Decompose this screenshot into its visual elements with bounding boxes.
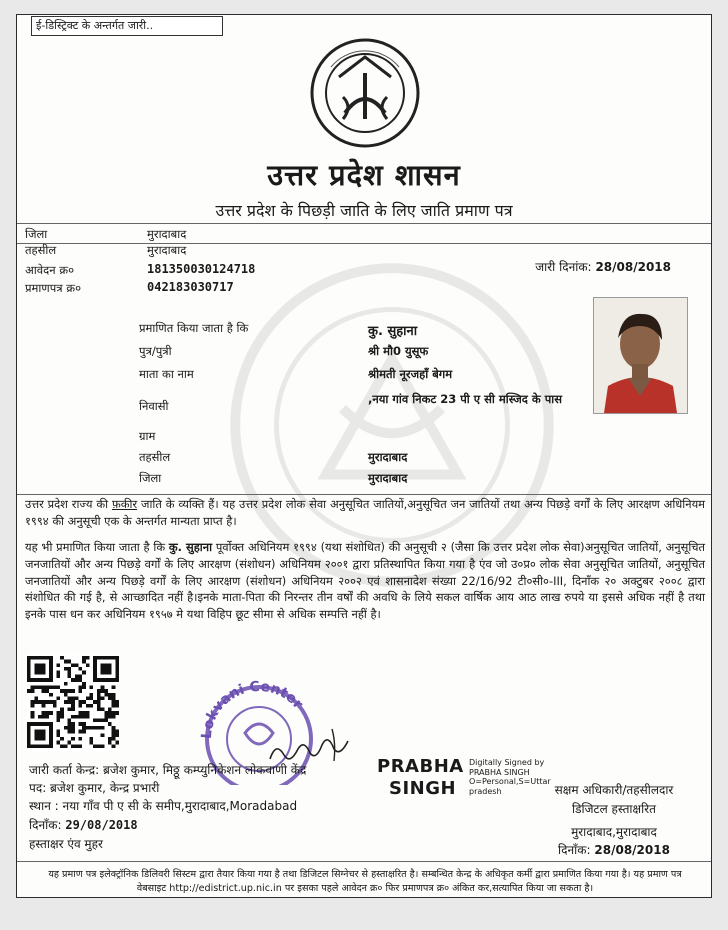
application-label: आवेदन क्र० — [25, 263, 75, 277]
caste-paragraph: उत्तर प्रदेश राज्य की फ़कीर जाति के व्यक्ति हैं। यह उत्तर प्रदेश लोक सेवा अनुसूचित जातियों,अनुसूचित जन जातियों तथा अन्य पिछड़े वर्गों के लिए आरक्षण अधिनियम १९९४ की अनुसूची एक के अन्तर्गत मान्यता प्राप्त है। — [25, 497, 705, 528]
person-photo-icon — [594, 298, 687, 413]
signature-seal-label: हस्ताक्षर एंव मुहर — [29, 837, 103, 851]
up-govt-emblem-icon — [309, 37, 421, 149]
detail-row: माता का नाम श्रीमती नूरजहाँ बेगम — [139, 367, 453, 381]
certificate-subtitle: उत्तर प्रदेश के पिछड़ी जाति के लिए जाति प्रमाण पत्र — [215, 201, 513, 220]
digital-signature: PRABHA SINGH Digitally Signed by PRABHA SINGH O=Personal,S=Uttar pradesh — [377, 756, 464, 800]
issuer-date: दिनाँक: 29/08/2018 — [29, 818, 138, 832]
row-divider — [17, 243, 711, 244]
page-title: उत्तर प्रदेश शासन — [267, 158, 461, 192]
tehsil-label: तहसील — [25, 243, 57, 257]
issuer-designation: पद: ब्रजेश कुमार, केन्द्र प्रभारी — [29, 781, 160, 795]
footer-divider — [17, 861, 711, 862]
verification-note: यह प्रमाण पत्र इलेक्ट्रॉनिक डिलिवरी सिस्टम द्वारा तैयार किया गया है तथा डिजिटल सिग्नेचर से हस्ताक्षरित है। सम्बन्धित केन्द्र के अधिकृत कर्मी द्वारा प्रमाणित किया गया है। यह प्रमाण पत्र वेबसाइट http://edistrict.up.nic.in पर इसका पहले आवेदन क्र० फिर प्रमाणपत्र क्र० अंकित कर,सत्यापित किया जा सकता है। — [48, 869, 682, 894]
issuer-center: जारी कर्ता केन्द्र: ब्रजेश कुमार, मिठ्ठू कम्प्युनिकेशन लोकवाणी केंद्र — [29, 763, 307, 777]
digital-signature-note: Digitally Signed by PRABHA SINGH O=Personal,S=Uttar pradesh — [469, 758, 551, 796]
detail-row: प्रमाणित किया जाता है कि कु. सुहाना — [139, 321, 418, 339]
issuer-date-value: 29/08/2018 — [65, 818, 138, 832]
caste-name: फ़कीर — [111, 497, 138, 511]
issue-date — [535, 258, 671, 275]
detail-row: तहसील मुरादाबाद — [139, 450, 408, 464]
detail-row: जिला मुरादाबाद — [139, 471, 408, 485]
detail-row: निवासी ,नया गांव निकट 23 पी ए सी मस्जिद के पास — [139, 392, 562, 413]
qr-code — [27, 653, 119, 751]
detail-row: ग्राम — [139, 429, 156, 443]
top-note: ई-डिस्ट्रिक्ट के अन्तर्गत जारी.. — [31, 16, 223, 36]
detail-row: पुत्र/पुत्री श्री मौ0 युसूफ — [139, 344, 429, 358]
certificate-number: 042183030717 — [147, 280, 234, 294]
issuer-place: स्थान : नया गाँव पी ए सी के समीप,मुरादाबाद,Moradabad — [29, 799, 298, 813]
certificate-label: प्रमाणपत्र क्र० — [25, 281, 82, 295]
tehsil-value: मुरादाबाद — [147, 243, 187, 257]
certificate-page — [16, 14, 712, 898]
applicant-name: कु. सुहाना — [168, 540, 213, 554]
district-value: मुरादाबाद — [147, 227, 187, 241]
authority-date: दिनाँक: 28/08/2018 — [558, 843, 670, 857]
applicant-photo — [593, 297, 688, 414]
details-table — [137, 321, 595, 491]
issue-date-value: 28/08/2018 — [595, 260, 671, 274]
authority-date-value: 28/08/2018 — [594, 843, 670, 857]
header-divider — [17, 223, 711, 224]
seal-text: Lokvani Center — [198, 678, 306, 740]
authority-title: सक्षम अधिकारी/तहसीलदार — [554, 783, 674, 797]
authority-place: मुरादाबाद,मुरादाबाद — [571, 825, 657, 839]
application-number: 181350030124718 — [147, 262, 256, 276]
issue-date-label: जारी दिनांक: — [535, 260, 592, 274]
district-label: जिला — [25, 227, 48, 241]
authority-digital: डिजिटल हस्ताक्षरित — [572, 802, 656, 816]
table-divider — [17, 494, 711, 495]
certification-paragraph: यह भी प्रमाणित किया जाता है कि कु. सुहाना पूर्वोक्त अधिनियम १९९४ (यथा संशोधित) की अनुसूची २ (जैसा कि उत्तर प्रदेश लोक सेवा)अनुसूचित जातियों, अनुसूचित जनजातियों और अन्य पिछड़े वर्गों के लिए आरक्षण (संशोधन) अधिनियम २००१ द्वारा प्रतिस्थापित किया गया है एंव जो उ०प्र० लोक सेवा अनुसूचित जातियों, अनुसूचित जनजातियों और अन्य पिछड़े वर्गों के लिए आरक्षण (संशोधन) अधिनियम २००२ एवं शासनादेश संख्या 22/16/92 टी०सी०-III, दिनाँक २० अक्टुबर २००८ द्वारा संशोधित की गई है, से आच्छादित नहीं है।इनके माता-पिता की निरन्तर तीन वर्षों की अवधि के लिये सकल वार्षिक आय आठ लाख रुपये या इससे अधिक नहीं है तथा इनके पास धन कर अधिनियम १९५७ मे यथा विहिप छूट सीमा से अधिक सम्पत्ति नहीं है। — [25, 540, 706, 622]
